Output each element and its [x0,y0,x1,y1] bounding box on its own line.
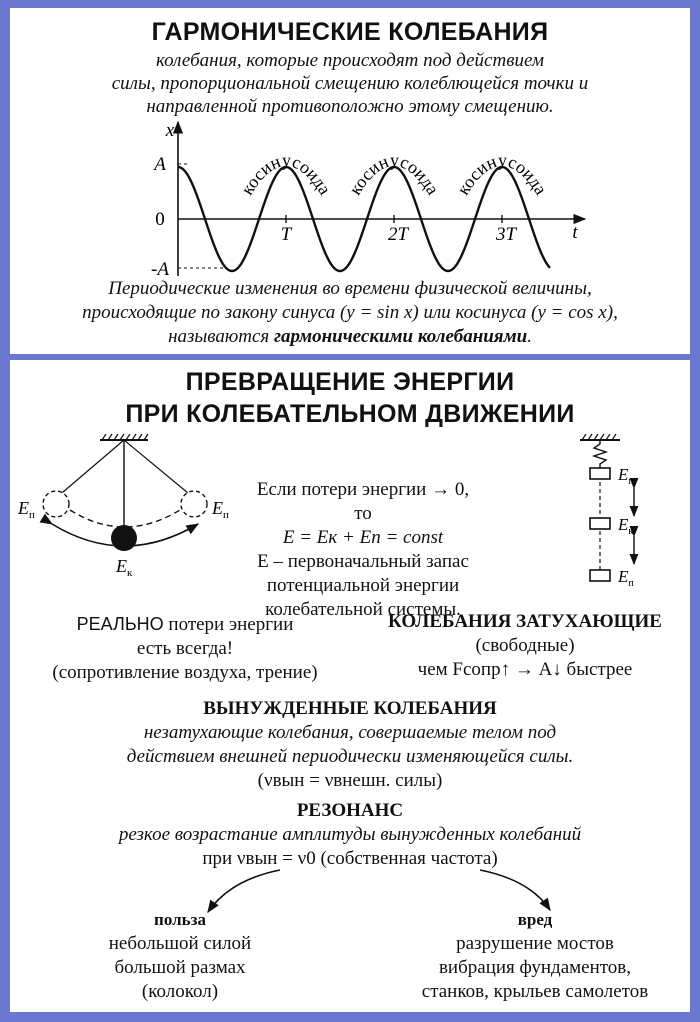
damped-title: КОЛЕБАНИЯ ЗАТУХАЮЩИЕ [388,611,662,632]
harm-line-3: станков, крыльев самолетов [421,981,649,1002]
spring-pendulum-diagram [570,432,680,592]
energy-line-4: потенциальной энергии [266,575,460,596]
cosine-graph [10,116,690,281]
resonance-line-1: резкое возрастание амплитуды вынужденных колебаний [118,824,582,845]
pendulum-string-left [56,440,124,498]
summary-line-2: происходящие по закону синуса (y = sin x) или косинуса (y = cos x), [82,302,618,323]
section2-title-line-2: ПРИ КОЛЕБАТЕЛЬНОМ ДВИЖЕНИИ [125,400,575,428]
tick-label-T: T [280,224,292,245]
resonance-title: РЕЗОНАНС [296,800,404,821]
real-losses-line-1: РЕАЛЬНО потери энергии [76,614,294,635]
definition-line-1: колебания, которые происходят под действием [155,50,545,71]
pendulum-string-right [124,440,194,498]
definition-line-3: направленной противоположно этому смещению. [146,96,554,117]
harm-block [390,908,680,1004]
benefit-line-1: небольшой силой [108,933,252,954]
spring-ep-bottom-label: $E_п$ [618,567,634,589]
resonance-line-2: при νвын = ν0 (собственная частота) [202,848,498,869]
zero-label: 0 [155,209,165,230]
forced-line-2: действием внешней периодически изменяющейся силы. [126,746,574,767]
pendulum-ep-right-label: $E_п$ [212,498,229,521]
forced-title: ВЫНУЖДЕННЫЕ КОЛЕБАНИЯ [203,698,497,719]
amplitude-label: A [154,154,166,175]
harmonic-oscillations-card [10,8,690,354]
damped-subtitle: (свободные) [475,635,575,656]
pendulum-trajectory [70,510,180,527]
spring-weight-bottom [590,570,610,581]
harm-title: вред [517,910,553,929]
forced-formula: (νвын = νвнешн. силы) [257,770,443,791]
pendulum-bob-right [181,491,207,517]
curve-label-1: косинусоида [236,149,336,199]
real-losses-line-3: (сопротивление воздуха, трение) [52,662,318,683]
harm-line-2: вибрация фундаментов, [438,957,632,978]
pendulum-ek-label: $E_к$ [116,556,133,577]
definition-line-2: силы, пропорциональной смещению колеблющейся точки и [111,73,589,94]
section2-title-line-1: ПРЕВРАЩЕНИЕ ЭНЕРГИИ [185,368,515,396]
benefit-title: польза [154,910,206,929]
benefit-line-3: (колокол) [141,981,219,1002]
negative-amplitude-label: -A [151,259,169,280]
y-axis-label: x [165,120,175,141]
energy-line-5: колебательной системы. [265,599,461,620]
pendulum-bob-left [43,491,69,517]
energy-line-2: E = Eк + Eп = const [282,527,444,548]
tick-label-2T: 2T [387,224,409,245]
spring-weight-middle [590,518,610,529]
tick-label-3T: 3T [495,224,517,245]
summary-line-1: Периодические изменения во времени физической величины, [108,278,592,299]
arrow-to-harm [480,870,550,910]
spring-ep-top-label: $E_п$ [618,465,634,487]
damped-oscillations-block [370,610,680,682]
section1-title: ГАРМОНИЧЕСКИЕ КОЛЕБАНИЯ [151,18,549,46]
pendulum-ep-left-label: $E_п$ [18,498,35,521]
pendulum-bob-bottom [111,525,137,551]
benefit-line-2: большой размах [114,957,246,978]
curve-label-3: косинусоида [452,149,552,199]
damped-rule: чем Fсопр↑ → A↓ быстрее [417,659,633,680]
summary-line-3: называются гармоническими колебаниями. [168,326,532,347]
energy-line-3: E – первоначальный запас [257,551,469,572]
harm-line-1: разрушение мостов [456,933,614,954]
energy-conservation-text [248,478,478,622]
energy-line-1: Если потери энергии → 0, то [256,479,470,524]
curve-label-2: косинусоида [344,149,444,199]
benefit-block [70,908,290,1004]
spring-weight-top [590,468,610,479]
forced-line-1: незатухающие колебания, совершаемые телом под [143,722,557,743]
energy-conversion-card [10,360,690,1012]
real-losses-line-2: есть всегда! [136,638,234,659]
summary-bold-term: гармоническими колебаниями [274,326,528,347]
spring-ek-middle-label: $E_к$ [618,515,634,537]
x-axis-label: t [572,222,578,243]
arrow-to-benefit [208,870,280,912]
real-losses-block [20,612,350,685]
pendulum-diagram [10,432,250,577]
spring-coil [594,440,606,468]
